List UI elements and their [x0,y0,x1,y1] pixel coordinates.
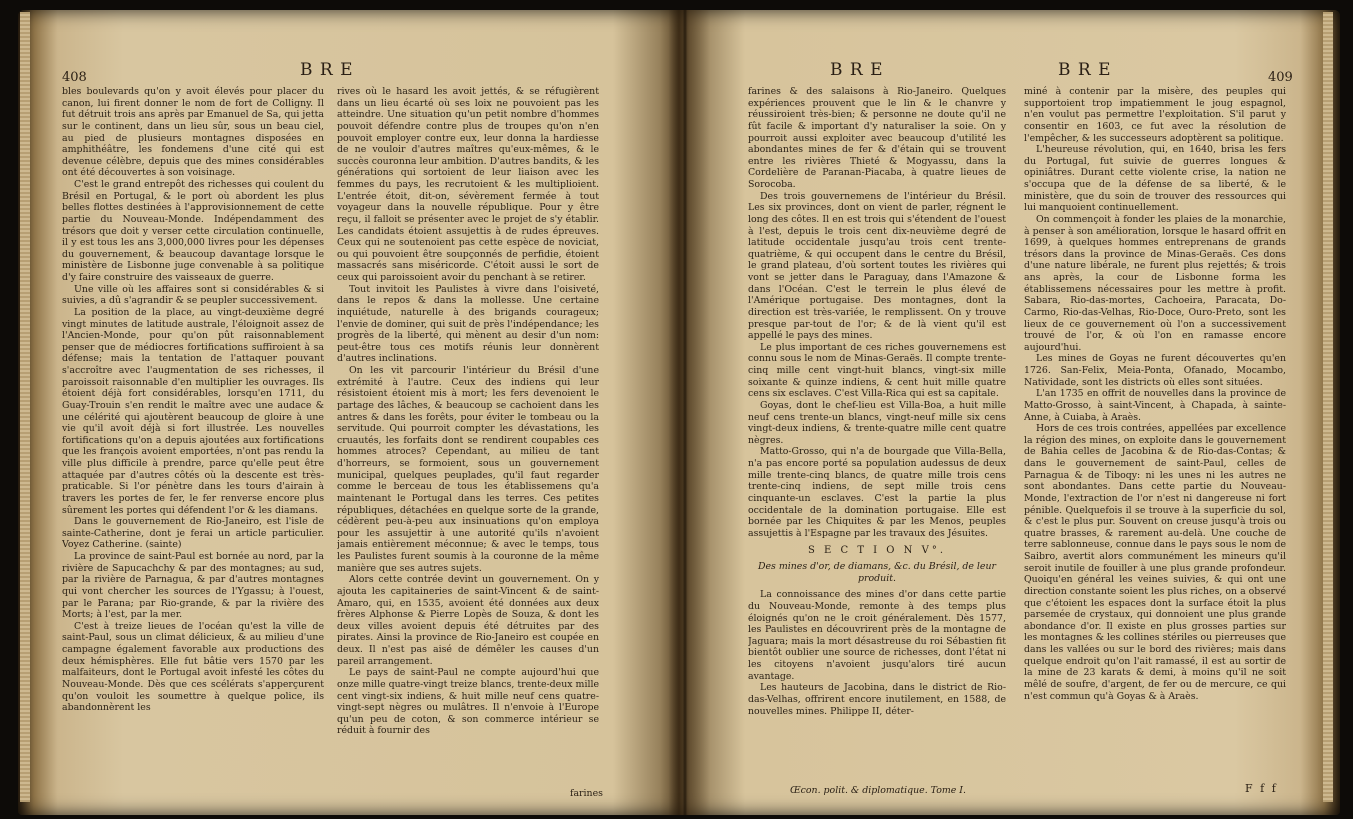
paragraph: On commençoit à fonder les plaies de la monarchie, à penser à son amélioration, lorsque le hasard offrit en 1699, à quelques hommes entreprenans de grands trésors dans la province de Minas-Geraës. Ces dons d'une nature libérale, ne furent plus rejettés; & trois ans après, la cour de Lisbonne forma les établissemens nécessaires pour les mettre à profit. Sabara, Rio-das-mortes, Cachoeira, Paracata, Do-Carmo, Rio-das-Velhas, Rio-Doce, Ouro-Preto, sont les lieux de ce gouvernement où l'on a successivement trouvé de l'or, & où l'on en ramasse encore aujourd'hui. [1024,213,1286,353]
running-head-left: B R E [300,60,354,80]
paragraph: Des trois gouvernemens de l'intérieur du Brésil. Les six provinces, dont on vient de parler, régnent le long des côtes. Il en est trois qui s'étendent de l'ouest à l'est, depuis le trois cent dix-neuvième degré de latitude occidentale jusqu'au trois cent trente-quatrième, & qui occupent dans le centre du Brésil, le grand plateau, d'où sortent toutes les rivières qui vont se jetter dans le Paraguay, dans l'Amazone & dans l'Océan. C'est le terrein le plus élevé de l'Amérique portugaise. Des montagnes, dont la direction est très-variée, le remplissent. On y trouve presque par-tout de l'or; & de là vient qu'il est appellé le pays des mines. [748,190,1006,342]
paragraph: farines & des salaisons à Rio-Janeiro. Quelques expériences prouvent que le lin & le chanvre y réussiroient très-bien; & personne ne doute qu'il ne fût facile & important d'y naturaliser la soie. On y pourroit aussi exploiter avec beaucoup d'utilité les abondantes mines de fer & d'étain qui se trouvent entre les rivières Thieté & Mogyassu, dans la Cordelière de Paranan-Piacaba, à quatre lieues de Sorocoba. [748,86,1006,190]
page-edges-left [20,12,30,802]
book-gutter [660,10,710,815]
paragraph: Hors de ces trois contrées, appellées par excellence la région des mines, on exploite dans le gouvernement de Bahia celles de Jacobina & de Rio-das-Contas; & dans le gouvernement de saint-Paul, celles de Parnagua & de Tiboqy: ni les unes ni les autres ne sont abondantes. Dans cette partie du Nouveau-Monde, l'extraction de l'or n'est ni dangereuse ni fort pénible. Quelquefois il se trouve à la superficie du sol, & c'est le plus pur. Souvent on creuse jusqu'à trois ou quatre brasses, & rarement au-delà. Une couche de terre sablonneuse, connue dans le pays sous le nom de Saibro, avertit alors communément les mineurs qu'il seroit inutile de fouiller à une plus grande profondeur. Quoiqu'en général les veines suivies, & qui ont une direction constante soient les plus riches, on a observé que c'étoient les espaces dont la surface étoit la plus parsemée de crystaux, qui donnoient une plus grande abondance d'or. Il existe en plus grosses parties sur les montagnes & les collines stériles ou pierreuses que dans les vallées ou sur le bord des rivières; mais dans quelque endroit qu'on l'ait ramassé, il est au sortir de la mine de 23 karats & demi, à moins qu'il ne soit mêlé de soufre, d'argent, de fer ou de mercure, ce qui n'est commun qu'à Goyas & à Araès. [1024,423,1286,702]
paragraph: miné à contenir par la misère, des peuples qui supportoient trop impatiemment le joug espagnol, n'en voulut pas permettre l'exploitation. S'il parut y consentir en 1603, ce fut avec la résolution de l'empêcher, & les successeurs adoptèrent sa politique. [1024,86,1286,144]
paragraph: L'heureuse révolution, qui, en 1640, brisa les fers du Portugal, fut suivie de guerres longues & opiniâtres. Durant cette violente crise, la nation ne s'occupa que de la défense de sa liberté, & le ministère, que du soin de trouver des ressources qui lui manquoient continuellement. [1024,144,1286,214]
signature-mark: F f f [1245,782,1278,795]
paragraph: Goyas, dont le chef-lieu est Villa-Boa, a huit mille neuf cens trente-un blancs, vingt-neuf mille six cens vingt-deux indiens, & trente-quatre mille cent quatre nègres. [748,399,1006,446]
paragraph: Le pays de saint-Paul ne compte aujourd'hui que onze mille quatre-vingt treize blancs, trente-deux mille cent vingt-six indiens, & huit mille neuf cens quatre-vingt-sept nègres ou mulâtres. Il n'envoie à l'Europe qu'un peu de coton, & son commerce intérieur se réduit à fournir des [337,667,599,737]
paragraph: Dans le gouvernement de Rio-Janeiro, est l'isle de sainte-Catherine, dont je ferai un article particulier. Voyez Catherine. (sainte) [62,516,324,551]
running-head-right-2: B R E [1058,60,1112,80]
paragraph: Les mines de Goyas ne furent découvertes qu'en 1726. San-Felix, Meia-Ponta, Ofanado, Mocambo, Natividade, sont les districts où elles sont situées. [1024,353,1286,388]
paragraph: Une ville où les affaires sont si considérables & si suivies, a dû s'agrandir & se peupler successivement. [62,283,324,307]
left-page-column-1 [62,86,324,790]
left-page-column-2 [337,86,599,790]
right-page-column-1 [748,86,1006,790]
paragraph: Les hauteurs de Jacobina, dans le district de Rio-das-Velhas, offrirent encore inutilement, en 1588, de nouvelles mines. Philippe II, déter- [748,682,1006,717]
section-title: S E C T I O N V°. [807,545,947,557]
paragraph: bles boulevards qu'on y avoit élevés pour placer du canon, lui firent donner le nom de fort de Colligny. Il fut détruit trois ans après par Emanuel de Sa, qui jetta sur le continent, dans un lieu sûr, sous un beau ciel, au pied de plusieurs montagnes disposées en amphithéâtre, les fondemens d'une cité qui est devenue célèbre, depuis que des mines considérables ont été découvertes à son voisinage. [62,86,324,179]
paragraph: Tout invitoit les Paulistes à vivre dans l'oisiveté, dans le repos & dans la mollesse. Une certaine inquiétude, naturelle à des brigands courageux; l'envie de dominer, qui suit de près l'indépendance; les progrès de la liberté, qui mènent au desir d'un nom: peut-être tous ces motifs réunis leur donnèrent d'autres inclinations. [337,283,599,365]
paragraph: La province de saint-Paul est bornée au nord, par la rivière de Sapucachchy & par des montagnes; au sud, par la rivière de Parnagua, & par d'autres montagnes qui vont chercher les sources de l'Ygassu; à l'ouest, par le Parana; par Rio-grande, & par la rivière des Morts; à l'est, par la mer. [62,551,324,621]
paragraph: Matto-Grosso, qui n'a de bourgade que Villa-Bella, n'a pas encore porté sa population audessus de deux mille trente-cinq blancs, de quatre mille trois cens trente-cinq indiens, de sept mille trois cens cinquante-un esclaves. C'est la partie la plus occidentale de la domination portugaise. Elle est bornée par les Chiquites & par les Menos, peuples assujettis à l'Espagne par les travaux des Jésuites. [748,446,1006,539]
catchword-left: farines [570,788,603,799]
right-page-column-2 [1024,86,1286,790]
paragraph: La connoissance des mines d'or dans cette partie du Nouveau-Monde, remonte à des temps plus éloignés qu'on ne le croit généralement. Dès 1577, les Paulistes en découvrirent près de la montagne de Jaguara; mais la mort désastreuse du roi Sébastien fit bientôt oublier une source de richesses, dont l'état ni les citoyens n'avoient jusqu'alors tiré aucun avantage. [748,589,1006,682]
paragraph: C'est à treize lieues de l'océan qu'est la ville de saint-Paul, sous un climat délicieux, & au milieu d'une campagne également favorable aux productions des deux hémisphères. Elle fut bâtie vers 1570 par les malfaiteurs, dont le Portugal avoit infesté les côtes du Nouveau-Monde. Dès que ces scélérats s'apperçurent qu'on vouloit les soumettre à quelque police, ils abandonnèrent les [62,620,324,714]
paragraph: La position de la place, au vingt-deuxième degré vingt minutes de latitude australe, l'éloignoit assez de l'Ancien-Monde, pour qu'on pût raisonnablement penser que de médiocres fortifications suffiroient à sa défense; mais la tentation de l'attaquer pouvant s'accroître avec l'augmentation de ses richesses, il paroissoit raisonnable d'en multiplier les ouvrages. Ils étoient déjà fort considérables, lorsqu'en 1711, du Guay-Trouin s'en rendit le maître avec une audace & une célérité qui ajoutèrent beaucoup de gloire à une vie qu'il avoit déjà si fort illustrée. Les nouvelles fortifications qu'on a depuis ajoutées aux fortifications que les françois avoient emportées, n'ont pas rendu la ville plus difficile à prendre, parce qu'elle peut être attaquée par d'autres côtés où la descente est très-praticable. Si l'or pénètre dans les tours d'airain à travers les portes de fer, le fer renverse encore plus sûrement les portes qui défendent l'or & les diamans. [62,306,324,516]
page-footer: Œcon. polit. & diplomatique. Tome I. [790,785,966,796]
paragraph: On les vit parcourir l'intérieur du Brésil d'une extrémité à l'autre. Ceux des indiens qui leur résistoient étoient mis à mort; les fers devenoient le partage des lâches, & beaucoup se cachoient dans les antres & dans les forêts, pour éviter le tombeau ou la servitude. Qui pourroit compter les dévastations, les cruautés, les forfaits dont se rendirent coupables ces hommes atroces? Cependant, au milieu de tant d'horreurs, se formoient, sous un gouvernement municipal, quelques peuplades, qu'il faut regarder comme le berceau de tous les établissemens qu'a maintenant le Portugal dans les terres. Ces petites républiques, détachées en quelque sorte de la grande, cédèrent peu-à-peu aux insinuations qu'on employa pour les assujettir à une autorité qu'ils n'avoient jamais entièrement méconnue; & avec le temps, tous les Paulistes furent soumis à la couronne de la même manière que ses autres sujets. [337,365,599,574]
page-number-right: 409 [1268,70,1293,85]
paragraph: Alors cette contrée devint un gouvernement. On y ajouta les capitaineries de saint-Vincent & de saint-Amaro, qui, en 1535, avoient été données aux deux frères Alphonse & Pierre Lopès de Souza, & dont les deux villes avoient depuis été détruites par des pirates. Ainsi la province de Rio-Janeiro est coupée en deux. Il n'est pas aisé de démêler les causes d'un pareil arrangement. [337,574,599,667]
running-head-right: B R E [830,60,884,80]
section-subtitle: Des mines d'or, de diamans, &c. du Brésil, de leur produit. [757,561,997,584]
page-edges-right [1323,12,1333,802]
paragraph: C'est le grand entrepôt des richesses qui coulent du Brésil en Portugal, & le port où abordent les plus belles flottes destinées à l'approvisionnement de cette partie du Nouveau-Monde. Indépendamment des trésors que doit y verser cette circulation continuelle, il y est tous les ans 3,000,000 livres pour les dépenses du gouvernement, & beaucoup davantage lorsque le ministère de Lisbonne juge convenable à sa politique d'y faire construire des vaisseaux de guerre. [62,179,324,283]
paragraph: L'an 1735 en offrit de nouvelles dans la province de Matto-Grosso, à saint-Vincent, à Chapada, à sainte-Anne, à Cuiaba, à Araès. [1024,388,1286,423]
paragraph: Le plus important de ces riches gouvernemens est connu sous le nom de Minas-Geraës. Il compte trente-cinq mille cent vingt-huit blancs, vingt-six mille soixante & quinze indiens, & cent huit mille quatre cens six esclaves. C'est Villa-Rica qui est sa capitale. [748,341,1006,400]
paragraph: rives où le hasard les avoit jettés, & se réfugièrent dans un lieu écarté où ses loix ne pouvoient pas les atteindre. Une situation qu'un petit nombre d'hommes pouvoit défendre contre plus de troupes qu'on n'en pouvoit employer contre eux, leur donna la hardiesse de ne vouloir d'autres maîtres qu'eux-mêmes, & le succès couronna leur ambition. D'autres bandits, & les générations qui sortoient de leur liaison avec les femmes du pays, les recrutoient & les multiplioient. L'entrée étoit, dit-on, sévèrement fermée à tout voyageur dans la nouvelle république. Pour y être reçu, il falloit se présenter avec le projet de s'y établir. Les candidats étoient assujettis à de rudes épreuves. Ceux qui ne soutenoient pas cette espèce de noviciat, ou qui pouvoient être soupçonnés de perfidie, étoient massacrés sans miséricorde. C'étoit aussi le sort de ceux qui paroissoient avoir du penchant à se retirer. [337,86,599,283]
page-number-left: 408 [62,70,87,85]
